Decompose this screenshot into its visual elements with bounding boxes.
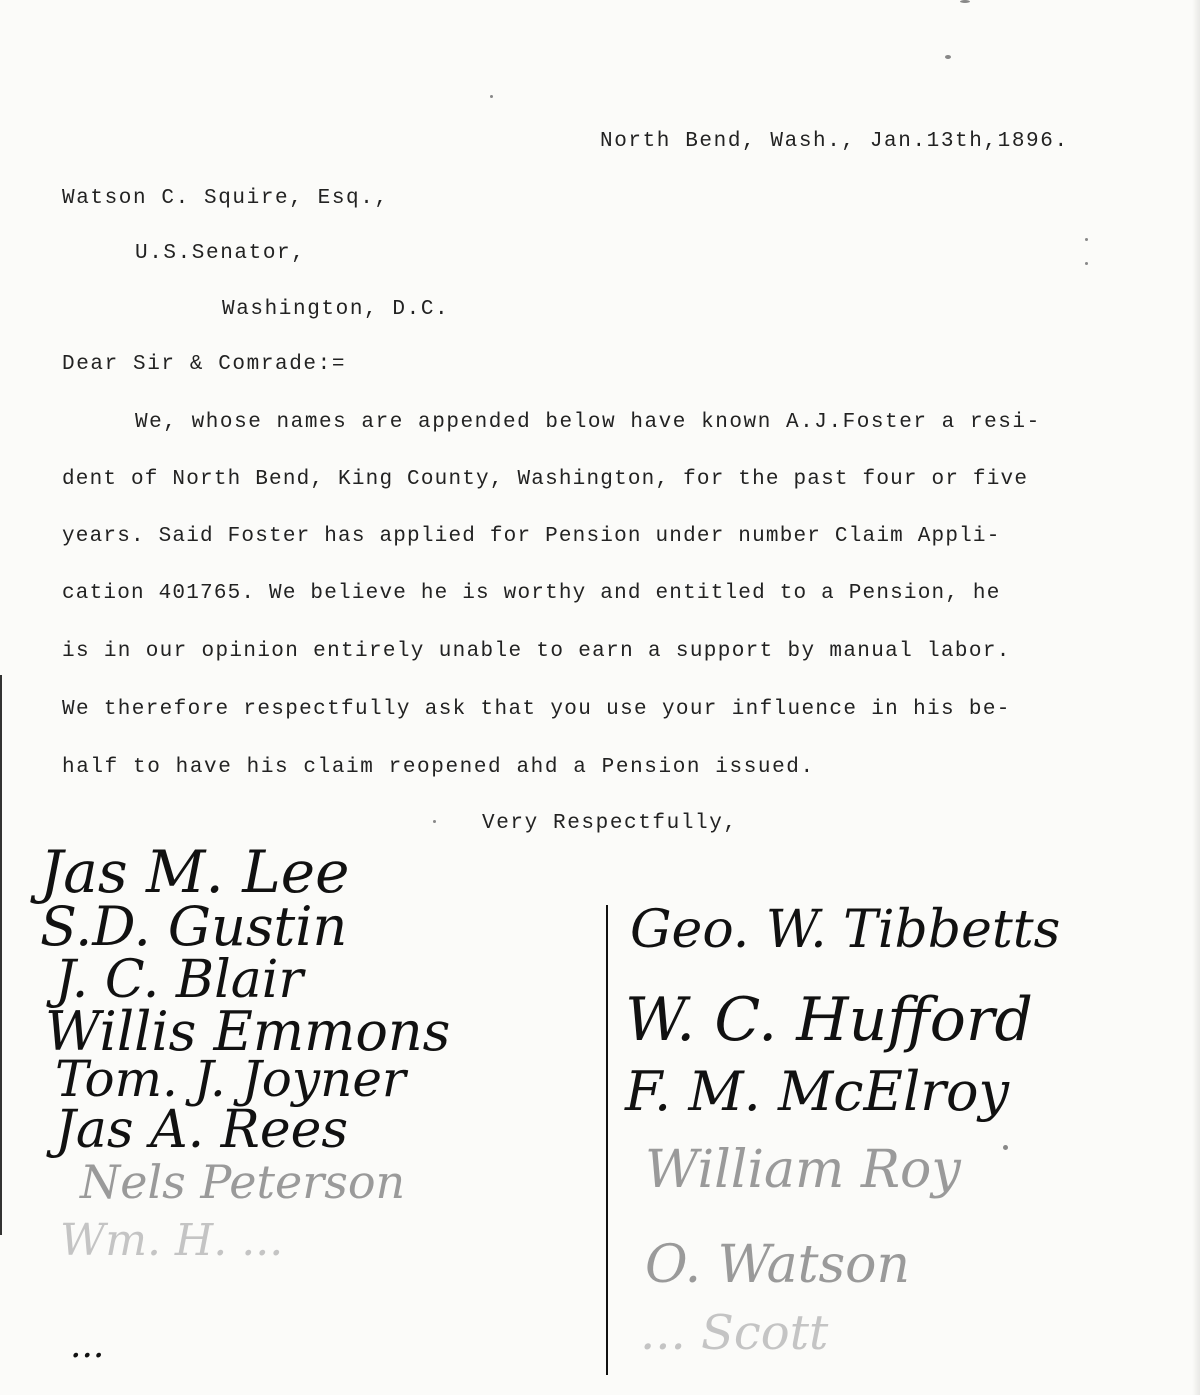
signature-left: Jas A. Rees xyxy=(55,1100,349,1160)
body-line: is in our opinion entirely unable to earn a support by manual labor. xyxy=(62,640,1011,663)
signature-left: ... xyxy=(70,1325,105,1366)
signature-right: Geo. W. Tibbetts xyxy=(630,900,1061,960)
signature-right: O. Watson xyxy=(645,1235,910,1295)
scan-speck xyxy=(945,55,951,59)
scan-speck xyxy=(1003,1145,1008,1150)
column-divider xyxy=(606,905,608,1375)
scan-speck xyxy=(490,95,493,98)
body-line: We therefore respectfully ask that you use your influence in his be- xyxy=(62,698,1011,721)
signature-right: William Roy xyxy=(645,1140,961,1200)
body-line: We, whose names are appended below have known A.J.Foster a resi- xyxy=(135,411,1041,434)
signature-right: F. M. McElroy xyxy=(625,1060,1010,1123)
scan-page-edge xyxy=(1192,0,1200,1395)
dateline: North Bend, Wash., Jan.13th,1896. xyxy=(600,130,1069,153)
closing: Very Respectfully, xyxy=(482,812,738,835)
addressee-name: Watson C. Squire, Esq., xyxy=(62,187,389,210)
addressee-location: Washington, D.C. xyxy=(222,298,450,321)
salutation: Dear Sir & Comrade:= xyxy=(62,353,347,376)
signature-left: S.D. Gustin xyxy=(40,895,348,958)
signature-right: ... Scott xyxy=(640,1305,829,1361)
body-line: cation 401765. We believe he is worthy and entitled to a Pension, he xyxy=(62,582,1001,605)
scan-speck xyxy=(1085,262,1088,265)
signature-left: Wm. H. ... xyxy=(60,1215,284,1266)
body-line: half to have his claim reopened ahd a Pension issued. xyxy=(62,756,815,779)
scan-edge-mark xyxy=(0,675,2,1235)
body-line: years. Said Foster has applied for Pension under number Claim Appli- xyxy=(62,525,1001,548)
signature-left: Nels Peterson xyxy=(80,1155,406,1209)
signature-left: Tom. J. Joyner xyxy=(55,1050,406,1108)
scan-speck xyxy=(1085,238,1088,241)
signature-left: Willis Emmons xyxy=(45,1000,451,1063)
scan-speck xyxy=(433,820,436,823)
body-line: dent of North Bend, King County, Washington, for the past four or five xyxy=(62,468,1029,491)
addressee-title: U.S.Senator, xyxy=(135,242,306,265)
scan-speck xyxy=(960,0,970,3)
signature-left: Jas M. Lee xyxy=(40,838,350,906)
signature-right: W. C. Hufford xyxy=(625,985,1033,1055)
signature-left: J. C. Blair xyxy=(55,950,304,1010)
